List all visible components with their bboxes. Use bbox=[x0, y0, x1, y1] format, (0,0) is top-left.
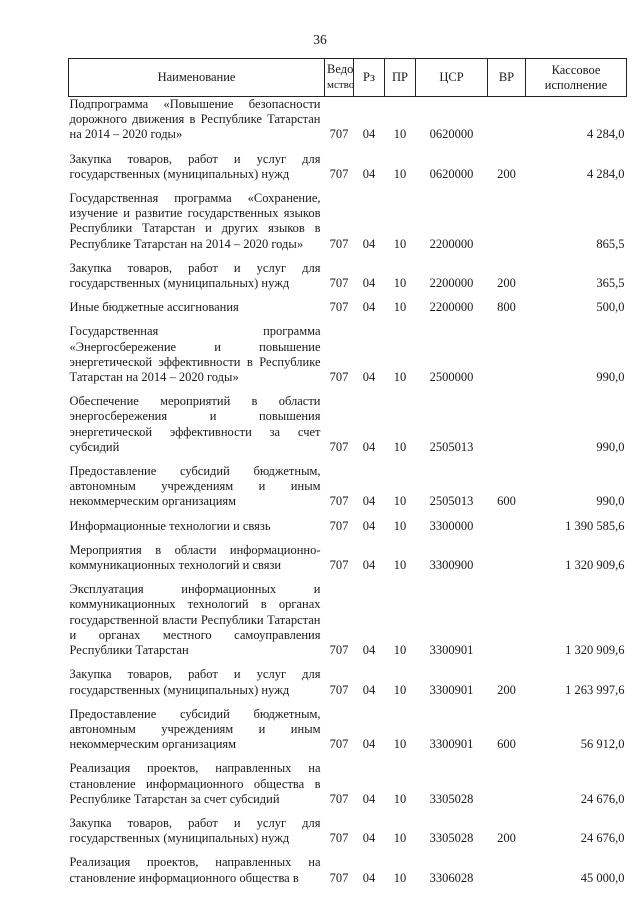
row-name: Реализация проектов, направленных на становление информационного общества в Республике Татарстан за счет субсидий bbox=[69, 761, 321, 806]
row-rz: 04 bbox=[362, 370, 376, 385]
row-sum: 1 390 585,6 bbox=[565, 518, 625, 533]
row-vr: 200 bbox=[497, 276, 516, 291]
table-row bbox=[69, 387, 627, 457]
row-pr: 10 bbox=[393, 558, 407, 573]
row-rz: 04 bbox=[362, 682, 376, 697]
row-ved: 707 bbox=[329, 737, 349, 752]
row-pr: 10 bbox=[393, 870, 407, 885]
row-pr: 10 bbox=[393, 127, 407, 142]
row-vr bbox=[488, 848, 526, 887]
row-sum: 500,0 bbox=[596, 300, 625, 315]
row-name: Закупка товаров, работ и услуг для государственных (муниципальных) нужд bbox=[69, 151, 321, 181]
row-ved: 707 bbox=[329, 558, 349, 573]
row-csr: 2200000 bbox=[429, 236, 474, 251]
table-row bbox=[69, 536, 627, 575]
row-vr bbox=[488, 754, 526, 809]
row-pr: 10 bbox=[393, 518, 407, 533]
row-pr: 10 bbox=[393, 439, 407, 454]
budget-execution-table bbox=[68, 58, 627, 888]
row-sum: 1 263 997,6 bbox=[565, 682, 625, 697]
row-rz: 04 bbox=[362, 831, 376, 846]
row-vr: 600 bbox=[497, 737, 516, 752]
table-row bbox=[69, 754, 627, 809]
page-number: 36 bbox=[313, 32, 327, 47]
header-ved-line1: Ведо bbox=[327, 62, 354, 76]
row-vr bbox=[488, 184, 526, 254]
row-csr: 3300900 bbox=[429, 558, 474, 573]
row-rz: 04 bbox=[362, 870, 376, 885]
row-csr: 3306028 bbox=[429, 870, 474, 885]
row-vr bbox=[488, 97, 526, 145]
table-body bbox=[69, 97, 627, 888]
row-rz: 04 bbox=[362, 300, 376, 315]
row-name: Обеспечение мероприятий в области энергосбережения и повышения энергетической эффективности за счет субсидий bbox=[69, 394, 321, 454]
table-row bbox=[69, 293, 627, 317]
row-csr: 2505013 bbox=[429, 494, 474, 509]
row-csr: 3300901 bbox=[429, 737, 474, 752]
row-rz: 04 bbox=[362, 558, 376, 573]
table-row bbox=[69, 317, 627, 387]
row-pr: 10 bbox=[393, 276, 407, 291]
row-csr: 0620000 bbox=[429, 127, 474, 142]
row-rz: 04 bbox=[362, 236, 376, 251]
row-ved: 707 bbox=[329, 791, 349, 806]
row-sum: 4 284,0 bbox=[587, 166, 625, 181]
row-ved: 707 bbox=[329, 682, 349, 697]
header-vr: ВР bbox=[488, 59, 526, 97]
table-row bbox=[69, 184, 627, 254]
row-ved: 707 bbox=[329, 439, 349, 454]
row-vr bbox=[488, 387, 526, 457]
row-rz: 04 bbox=[362, 494, 376, 509]
row-ved: 707 bbox=[329, 370, 349, 385]
row-vr: 200 bbox=[497, 831, 516, 846]
table-row bbox=[69, 848, 627, 887]
row-vr bbox=[488, 536, 526, 575]
row-name: Закупка товаров, работ и услуг для государственных (муниципальных) нужд bbox=[69, 815, 321, 846]
row-pr: 10 bbox=[393, 370, 407, 385]
row-sum: 24 676,0 bbox=[580, 831, 625, 846]
row-name: Реализация проектов, направленных на становление информационного общества в bbox=[69, 855, 321, 885]
row-sum: 4 284,0 bbox=[587, 127, 625, 142]
row-ved: 707 bbox=[329, 127, 349, 142]
row-name: Государственная программа «Энергосбережение и повышение энергетической эффективности в Республике Татарстан на 2014 – 2020 годы» bbox=[69, 324, 321, 385]
table-row bbox=[69, 660, 627, 699]
row-csr: 3305028 bbox=[429, 831, 474, 846]
row-sum: 990,0 bbox=[596, 494, 625, 509]
header-ved bbox=[325, 59, 354, 97]
table-row bbox=[69, 97, 627, 145]
table-row bbox=[69, 457, 627, 512]
row-ved: 707 bbox=[329, 494, 349, 509]
row-csr: 2200000 bbox=[429, 300, 474, 315]
table-row bbox=[69, 809, 627, 848]
row-sum: 990,0 bbox=[596, 370, 625, 385]
row-ved: 707 bbox=[329, 518, 349, 533]
row-csr: 3300901 bbox=[429, 682, 474, 697]
row-ved: 707 bbox=[329, 643, 349, 658]
row-name: Предоставление субсидий бюджетным, автономным учреждениям и иным некоммерческим организациям bbox=[69, 706, 321, 752]
row-name: Мероприятия в области информационно-коммуникационных технологий и связи bbox=[69, 542, 321, 573]
row-ved: 707 bbox=[329, 236, 349, 251]
row-csr: 3305028 bbox=[429, 791, 474, 806]
header-sum: Кассовое исполнение bbox=[526, 59, 627, 97]
header-ved-line2: мство bbox=[327, 79, 355, 91]
row-rz: 04 bbox=[362, 643, 376, 658]
row-pr: 10 bbox=[393, 166, 407, 181]
row-rz: 04 bbox=[362, 518, 376, 533]
row-vr bbox=[488, 512, 526, 536]
row-pr: 10 bbox=[393, 737, 407, 752]
row-name: Эксплуатация информационных и коммуникационных технологий в органах государственной власти Республики Татарстан и органах местного самоуправления Республики Татарстан bbox=[69, 582, 321, 658]
row-csr: 2500000 bbox=[429, 370, 474, 385]
row-ved: 707 bbox=[329, 276, 349, 291]
row-sum: 1 320 909,6 bbox=[565, 643, 625, 658]
row-pr: 10 bbox=[393, 791, 407, 806]
row-name: Иные бюджетные ассигнования bbox=[69, 300, 239, 315]
row-sum: 365,5 bbox=[596, 276, 625, 291]
row-name: Информационные технологии и связь bbox=[69, 518, 271, 533]
row-vr bbox=[488, 575, 526, 660]
row-pr: 10 bbox=[393, 643, 407, 658]
row-sum: 24 676,0 bbox=[580, 791, 625, 806]
row-name: Государственная программа «Сохранение, изучение и развитие государственных языков Республики Татарстан и других языков в Республике Татарстан на 2014 – 2020 годы» bbox=[69, 191, 321, 251]
row-vr: 800 bbox=[497, 300, 516, 315]
row-rz: 04 bbox=[362, 166, 376, 181]
table-row bbox=[69, 145, 627, 184]
row-vr: 600 bbox=[497, 494, 516, 509]
table-row bbox=[69, 575, 627, 660]
row-pr: 10 bbox=[393, 682, 407, 697]
row-ved: 707 bbox=[329, 870, 349, 885]
header-csr: ЦСР bbox=[416, 59, 488, 97]
header-pr: ПР bbox=[385, 59, 416, 97]
row-csr: 0620000 bbox=[429, 166, 474, 181]
row-rz: 04 bbox=[362, 127, 376, 142]
row-pr: 10 bbox=[393, 494, 407, 509]
table-header-row bbox=[69, 59, 627, 97]
row-ved: 707 bbox=[329, 831, 349, 846]
row-name: Закупка товаров, работ и услуг для государственных (муниципальных) нужд bbox=[69, 667, 321, 697]
row-rz: 04 bbox=[362, 737, 376, 752]
row-sum: 990,0 bbox=[596, 439, 625, 454]
row-name: Закупка товаров, работ и услуг для государственных (муниципальных) нужд bbox=[69, 260, 321, 291]
header-name: Наименование bbox=[69, 59, 325, 97]
table-row bbox=[69, 700, 627, 755]
row-rz: 04 bbox=[362, 439, 376, 454]
row-sum: 45 000,0 bbox=[580, 870, 625, 885]
table-row bbox=[69, 512, 627, 536]
row-vr: 200 bbox=[497, 682, 516, 697]
row-pr: 10 bbox=[393, 236, 407, 251]
row-ved: 707 bbox=[329, 166, 349, 181]
row-name: Подпрограмма «Повышение безопасности дорожного движения в Республике Татарстан на 2014 – 2020 годы» bbox=[69, 97, 321, 142]
table-row bbox=[69, 254, 627, 293]
row-rz: 04 bbox=[362, 791, 376, 806]
row-vr bbox=[488, 317, 526, 387]
row-vr: 200 bbox=[497, 166, 516, 181]
row-sum: 1 320 909,6 bbox=[565, 558, 625, 573]
row-pr: 10 bbox=[393, 831, 407, 846]
row-csr: 2505013 bbox=[429, 439, 474, 454]
row-pr: 10 bbox=[393, 300, 407, 315]
row-csr: 2200000 bbox=[429, 276, 474, 291]
row-sum: 56 912,0 bbox=[580, 737, 625, 752]
row-ved: 707 bbox=[329, 300, 349, 315]
row-sum: 865,5 bbox=[596, 236, 625, 251]
row-rz: 04 bbox=[362, 276, 376, 291]
row-csr: 3300000 bbox=[429, 518, 474, 533]
row-csr: 3300901 bbox=[429, 643, 474, 658]
row-name: Предоставление субсидий бюджетным, автономным учреждениям и иным некоммерческим организациям bbox=[69, 464, 321, 509]
header-rz: Рз bbox=[354, 59, 385, 97]
